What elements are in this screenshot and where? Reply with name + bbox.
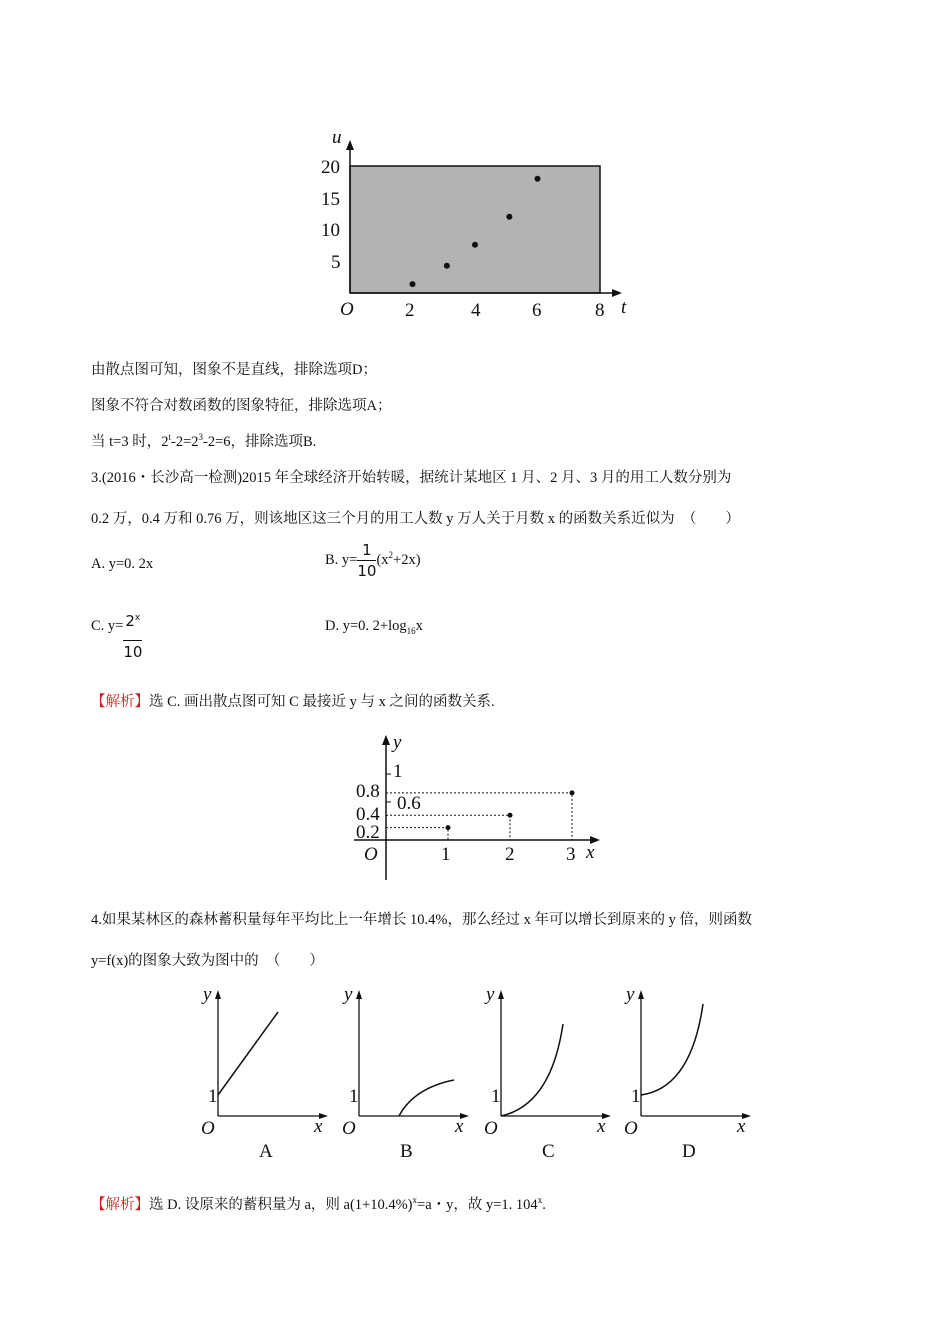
y-tick-label: 0.8 [356, 781, 380, 802]
y-axis-label: u [332, 127, 342, 148]
scatter-figure-2 [354, 732, 600, 880]
fraction [123, 612, 153, 661]
text-span: 选 D. 设原来的蓄积量为 a，则 a(1+10.4%) [149, 1197, 413, 1213]
superscript: x [134, 613, 141, 623]
x-tick-label: 8 [595, 300, 605, 321]
x-tick-label: 1 [441, 844, 451, 865]
one-label: 1 [631, 1086, 641, 1107]
data-point [535, 176, 541, 182]
y-tick-label: 15 [321, 189, 340, 210]
guide-line [386, 828, 448, 840]
x-axis-label: x [737, 1116, 746, 1137]
y-axis-arrow [498, 990, 504, 999]
x-axis-label: x [455, 1116, 464, 1137]
graph-a [201, 984, 328, 1162]
option-label: C. y= [91, 618, 124, 634]
text-line: 图象不符合对数函数的图象特征，排除选项A； [91, 398, 392, 414]
text-line: 由散点图可知，图象不是直线，排除选项D； [91, 362, 377, 378]
data-point [410, 281, 416, 287]
data-point [508, 813, 513, 818]
y-axis-arrow [638, 990, 644, 999]
question-4-line-2: y=f(x)的图象大致为图中的 （ ） [91, 953, 324, 969]
fraction [357, 540, 376, 581]
one-label: 1 [491, 1086, 501, 1107]
text-span: +2x) [393, 551, 421, 568]
numerator: 2 [125, 612, 135, 630]
graph-label: B [400, 1141, 413, 1162]
x-tick-label: 6 [532, 300, 542, 321]
one-label: 1 [208, 1086, 218, 1107]
option-a: A. y=0. 2x [91, 556, 154, 572]
superscript: 2 [388, 550, 394, 560]
y-axis-arrow [215, 990, 221, 999]
four-graph-figure [201, 984, 751, 1162]
x-axis-arrow [612, 289, 622, 297]
y-tick-label: 10 [321, 220, 340, 241]
one-label: 1 [349, 1086, 359, 1107]
x-tick-label: 2 [405, 300, 415, 321]
text-span: -2=6，排除选项B. [203, 434, 317, 450]
option-label: B. y= [325, 551, 358, 568]
text-span: D. y=0. 2+log [325, 618, 407, 634]
analysis-text: 选 C. 画出散点图可知 C 最接近 y 与 x 之间的函数关系. [149, 694, 495, 710]
superscript: x [537, 1195, 543, 1206]
y-axis-label: y [393, 732, 402, 753]
y-axis-arrow [346, 140, 354, 150]
denominator: 10 [123, 640, 142, 661]
option-b [325, 540, 421, 581]
origin-label: O [340, 299, 354, 320]
graph-b [342, 984, 469, 1162]
question-3-line-2: 0.2 万，0.4 万和 0.76 万，则该地区这三个月的用工人数 y 万人关于月数 x 的函数关系近似为 （ ） [91, 511, 740, 527]
y-tick-label: 0.2 [356, 822, 380, 843]
text-span: (x [376, 551, 389, 568]
x-tick-label: 2 [505, 844, 515, 865]
text-span: . [542, 1197, 546, 1213]
data-point [506, 214, 512, 220]
y-axis-arrow [382, 735, 390, 745]
origin-label: O [364, 844, 378, 865]
x-axis-label: x [586, 842, 595, 863]
data-point [570, 790, 575, 795]
x-axis-label: x [597, 1116, 606, 1137]
superscript: t [168, 432, 171, 443]
graph-label: C [542, 1141, 555, 1162]
analysis-4 [91, 1193, 546, 1214]
analysis-tag: 【解析】 [91, 694, 149, 710]
data-point [446, 825, 451, 830]
y-tick-label: 1 [393, 761, 403, 782]
y-tick-label: 0.4 [356, 804, 380, 825]
graph-c [484, 984, 611, 1162]
superscript: x [412, 1195, 418, 1206]
origin-label: O [201, 1118, 215, 1139]
analysis-tag: 【解析】 [91, 1197, 149, 1213]
question-3-line-1: 3.(2016・长沙高一检测)2015 年全球经济开始转暖，据统计某地区 1 月、2 月、3 月的用工人数分别为 [91, 470, 732, 486]
analysis-3 [91, 690, 495, 711]
origin-label: O [342, 1118, 356, 1139]
graph-d [624, 984, 751, 1162]
text-line [91, 430, 316, 451]
x-axis-label: t [621, 297, 627, 318]
function-curve [641, 1004, 703, 1095]
x-tick-label: 4 [471, 300, 481, 321]
shaded-region [350, 166, 600, 293]
function-curve [218, 1012, 278, 1095]
denominator: 10 [357, 562, 377, 580]
function-curve [501, 1024, 563, 1116]
data-point [472, 242, 478, 248]
y-tick-label: 20 [321, 157, 340, 178]
x-axis-label: x [314, 1116, 323, 1137]
origin-label: O [484, 1118, 498, 1139]
option-c [91, 612, 153, 661]
scatter-figure-1 [321, 127, 627, 321]
graph-label: D [682, 1141, 696, 1162]
option-d [325, 618, 423, 636]
y-tick-label: 0.6 [397, 793, 421, 814]
y-axis-label: y [626, 984, 635, 1005]
numerator: 1 [357, 540, 376, 561]
y-axis-label: y [486, 984, 495, 1005]
graph-label: A [259, 1141, 273, 1162]
y-axis-label: y [344, 984, 353, 1005]
text-span: -2=2 [170, 434, 199, 450]
origin-label: O [624, 1118, 638, 1139]
text-span: x [415, 618, 423, 634]
superscript: 3 [198, 432, 203, 443]
question-4-line-1: 4.如果某林区的森林蓄积量每年平均比上一年增长 10.4%，那么经过 x 年可以增长到原来的 y 倍，则函数 [91, 912, 752, 928]
function-curve [399, 1080, 454, 1116]
x-tick-label: 3 [566, 844, 576, 865]
y-axis-label: y [203, 984, 212, 1005]
subscript: 16 [406, 625, 416, 636]
y-axis-arrow [356, 990, 362, 999]
text-span: 当 t=3 时，2 [91, 434, 169, 450]
text-span: =a・y，故 y=1. 104 [417, 1197, 538, 1213]
data-point [444, 263, 450, 269]
y-tick-label: 5 [331, 252, 341, 273]
